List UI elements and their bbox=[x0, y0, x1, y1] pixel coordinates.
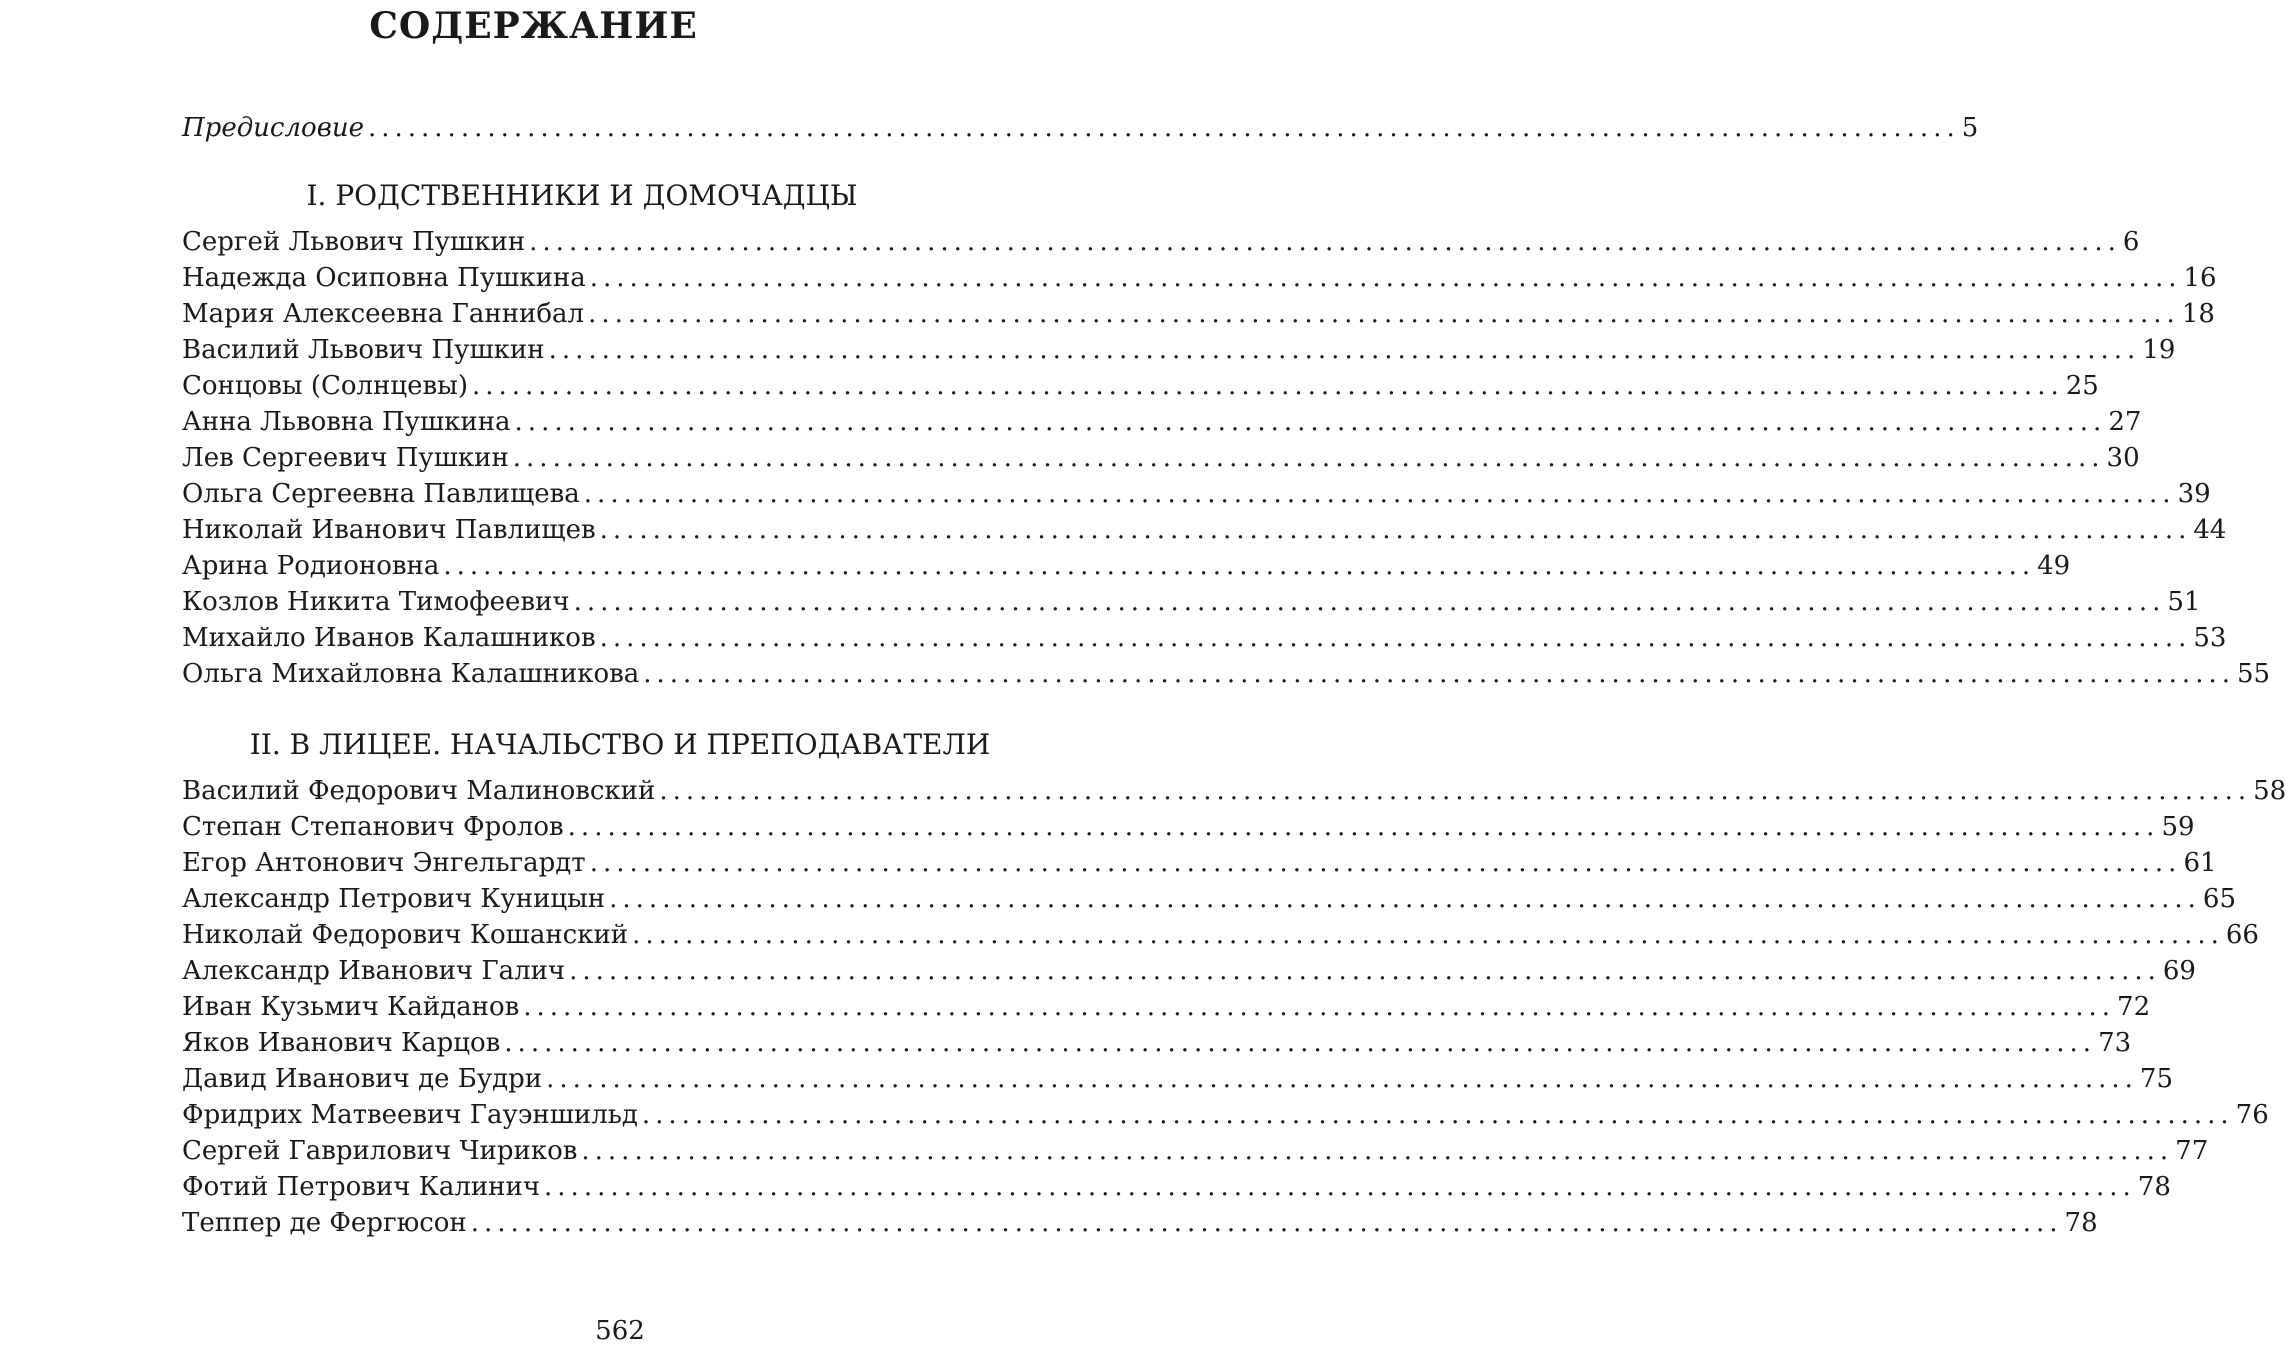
dot-leader: ........................................................................................................................ bbox=[588, 299, 2180, 329]
toc-entry[interactable] bbox=[182, 548, 2071, 584]
toc-entry-page: 5 bbox=[1961, 113, 1979, 143]
toc-entry-label: Анна Львовна Пушкина bbox=[182, 407, 511, 437]
toc-entry[interactable] bbox=[182, 332, 2176, 368]
toc-entry[interactable] bbox=[182, 656, 2271, 692]
toc-entry-label: Михайло Иванов Калашников bbox=[182, 623, 596, 653]
toc-entry-label: Лев Сергеевич Пушкин bbox=[182, 443, 509, 473]
toc-entry-page: 39 bbox=[2177, 479, 2211, 509]
section-heading-2: II. В ЛИЦЕЕ. НАЧАЛЬСТВО И ПРЕПОДАВАТЕЛИ bbox=[249, 728, 991, 761]
toc-entry-label: Сергей Гаврилович Чириков bbox=[182, 1136, 578, 1166]
toc-entry-page: 66 bbox=[2225, 920, 2259, 950]
toc-entry[interactable] bbox=[182, 917, 2259, 953]
toc-entry-page: 19 bbox=[2142, 335, 2176, 365]
toc-entry-page: 30 bbox=[2106, 443, 2140, 473]
toc-entry[interactable] bbox=[182, 476, 2211, 512]
toc-entry-label: Теппер де Фергюсон bbox=[182, 1208, 467, 1238]
toc-entry-label: Василий Львович Пушкин bbox=[182, 335, 545, 365]
toc-entry-label: Василий Федорович Малиновский bbox=[182, 776, 656, 806]
toc-entry[interactable] bbox=[182, 260, 2217, 296]
dot-leader: ........................................................................................................................ bbox=[632, 920, 2224, 950]
dot-leader: ........................................................................................................................ bbox=[659, 776, 2252, 806]
toc-entry-page: 75 bbox=[2139, 1064, 2173, 1094]
toc-entry-label: Надежда Осиповна Пушкина bbox=[182, 263, 586, 293]
toc-entry-label: Арина Родионовна bbox=[182, 551, 440, 581]
toc-entry-page: 18 bbox=[2181, 299, 2215, 329]
dot-leader: ........................................................................................................................ bbox=[573, 587, 2166, 617]
toc-entry[interactable] bbox=[182, 1061, 2173, 1097]
dot-leader: ........................................................................................................................ bbox=[544, 1172, 2136, 1202]
toc-entry-label: Александр Иванович Галич bbox=[182, 956, 566, 986]
toc-entry-label: Фотий Петрович Калинич bbox=[182, 1172, 541, 1202]
dot-leader: ........................................................................................................................ bbox=[367, 113, 1960, 143]
toc-entry-page: 77 bbox=[2175, 1136, 2209, 1166]
toc-entry-page: 72 bbox=[2117, 992, 2151, 1022]
dot-leader: ........................................................................................................................ bbox=[546, 1064, 2138, 1094]
dot-leader: ........................................................................................................................ bbox=[443, 551, 2036, 581]
toc-entry-label: Сергей Львович Пушкин bbox=[182, 227, 526, 257]
toc-entry-page: 78 bbox=[2137, 1172, 2171, 1202]
page-number: 562 bbox=[595, 1316, 645, 1346]
toc-entry[interactable] bbox=[182, 1205, 2098, 1241]
dot-leader: ........................................................................................................................ bbox=[567, 812, 2160, 842]
dot-leader: ........................................................................................................................ bbox=[583, 479, 2176, 509]
toc-entry-label: Николай Федорович Кошанский bbox=[182, 920, 629, 950]
toc-entry-page: 27 bbox=[2108, 407, 2142, 437]
dot-leader: ........................................................................................................................ bbox=[471, 371, 2064, 401]
section-heading-1: I. РОДСТВЕННИКИ И ДОМОЧАДЦЫ bbox=[306, 179, 858, 212]
toc-entry-label: Предисловие bbox=[182, 113, 364, 143]
toc-entry[interactable] bbox=[182, 845, 2217, 881]
toc-entry[interactable] bbox=[182, 1169, 2171, 1205]
toc-entry[interactable] bbox=[182, 620, 2227, 656]
dot-leader: ........................................................................................................................ bbox=[609, 884, 2201, 914]
dot-leader: ........................................................................................................................ bbox=[641, 1100, 2234, 1130]
toc-entry-page: 44 bbox=[2193, 515, 2227, 545]
dot-leader: ........................................................................................................................ bbox=[470, 1208, 2063, 1238]
toc-entry-label: Егор Антонович Энгельгардт bbox=[182, 848, 586, 878]
toc-entry-page: 59 bbox=[2161, 812, 2195, 842]
toc-entry[interactable] bbox=[182, 440, 2140, 476]
toc-entry[interactable] bbox=[182, 404, 2142, 440]
dot-leader: ........................................................................................................................ bbox=[569, 956, 2161, 986]
dot-leader: ........................................................................................................................ bbox=[529, 227, 2121, 257]
section-1-entries bbox=[182, 224, 2271, 692]
toc-entry[interactable] bbox=[182, 809, 2195, 845]
toc-entry-page: 76 bbox=[2235, 1100, 2269, 1130]
page-title: СОДЕРЖАНИЕ bbox=[369, 5, 698, 47]
toc-entry-page: 61 bbox=[2183, 848, 2217, 878]
dot-leader: ........................................................................................................................ bbox=[523, 992, 2116, 1022]
toc-entry-label: Александр Петрович Куницын bbox=[182, 884, 606, 914]
toc-entry-label: Ольга Михайловна Калашникова bbox=[182, 659, 640, 689]
toc-entry-page: 16 bbox=[2183, 263, 2217, 293]
dot-leader: ........................................................................................................................ bbox=[643, 659, 2235, 689]
toc-entry-page: 65 bbox=[2202, 884, 2236, 914]
toc-entry[interactable] bbox=[182, 1133, 2209, 1169]
toc-entry[interactable] bbox=[182, 368, 2099, 404]
dot-leader: ........................................................................................................................ bbox=[589, 848, 2182, 878]
dot-leader: ........................................................................................................................ bbox=[514, 407, 2107, 437]
toc-entry-label: Мария Алексеевна Ганнибал bbox=[182, 299, 585, 329]
toc-entry-page: 58 bbox=[2253, 776, 2286, 806]
toc-entry[interactable] bbox=[182, 881, 2236, 917]
toc-entry[interactable] bbox=[182, 584, 2201, 620]
toc-entry[interactable] bbox=[182, 512, 2227, 548]
dot-leader: ........................................................................................................................ bbox=[599, 515, 2192, 545]
toc-entry-page: 49 bbox=[2037, 551, 2071, 581]
toc-entry-page: 69 bbox=[2162, 956, 2196, 986]
dot-leader: ........................................................................................................................ bbox=[581, 1136, 2174, 1166]
toc-entry-page: 53 bbox=[2193, 623, 2227, 653]
table-of-contents bbox=[182, 110, 2286, 1241]
toc-entry-label: Степан Степанович Фролов bbox=[182, 812, 564, 842]
toc-entry[interactable] bbox=[182, 773, 2286, 809]
toc-entry[interactable] bbox=[182, 1025, 2132, 1061]
toc-entry-label: Давид Иванович де Будри bbox=[182, 1064, 543, 1094]
toc-entry-page: 51 bbox=[2167, 587, 2201, 617]
toc-entry[interactable] bbox=[182, 953, 2196, 989]
toc-entry-label: Козлов Никита Тимофеевич bbox=[182, 587, 570, 617]
toc-entry-page: 73 bbox=[2098, 1028, 2132, 1058]
toc-entry-page: 78 bbox=[2064, 1208, 2098, 1238]
toc-entry[interactable] bbox=[182, 989, 2151, 1025]
toc-entry-page: 55 bbox=[2237, 659, 2271, 689]
toc-entry-label: Яков Иванович Карцов bbox=[182, 1028, 501, 1058]
toc-entry-label: Фридрих Матвеевич Гауэншильд bbox=[182, 1100, 638, 1130]
toc-entry[interactable] bbox=[182, 224, 2140, 260]
toc-entry-preface[interactable] bbox=[182, 110, 1979, 146]
dot-leader: ........................................................................................................................ bbox=[599, 623, 2192, 653]
toc-entry[interactable] bbox=[182, 296, 2215, 332]
dot-leader: ........................................................................................................................ bbox=[548, 335, 2141, 365]
toc-entry-label: Иван Кузьмич Кайданов bbox=[182, 992, 520, 1022]
dot-leader: ........................................................................................................................ bbox=[589, 263, 2182, 293]
section-2-entries bbox=[182, 773, 2286, 1241]
toc-entry-label: Ольга Сергеевна Павлищева bbox=[182, 479, 580, 509]
dot-leader: ........................................................................................................................ bbox=[504, 1028, 2097, 1058]
toc-entry-label: Николай Иванович Павлищев bbox=[182, 515, 596, 545]
toc-entry[interactable] bbox=[182, 1097, 2269, 1133]
toc-entry-page: 6 bbox=[2122, 227, 2140, 257]
toc-entry-label: Сонцовы (Солнцевы) bbox=[182, 371, 468, 401]
dot-leader: ........................................................................................................................ bbox=[512, 443, 2105, 473]
toc-entry-page: 25 bbox=[2065, 371, 2099, 401]
